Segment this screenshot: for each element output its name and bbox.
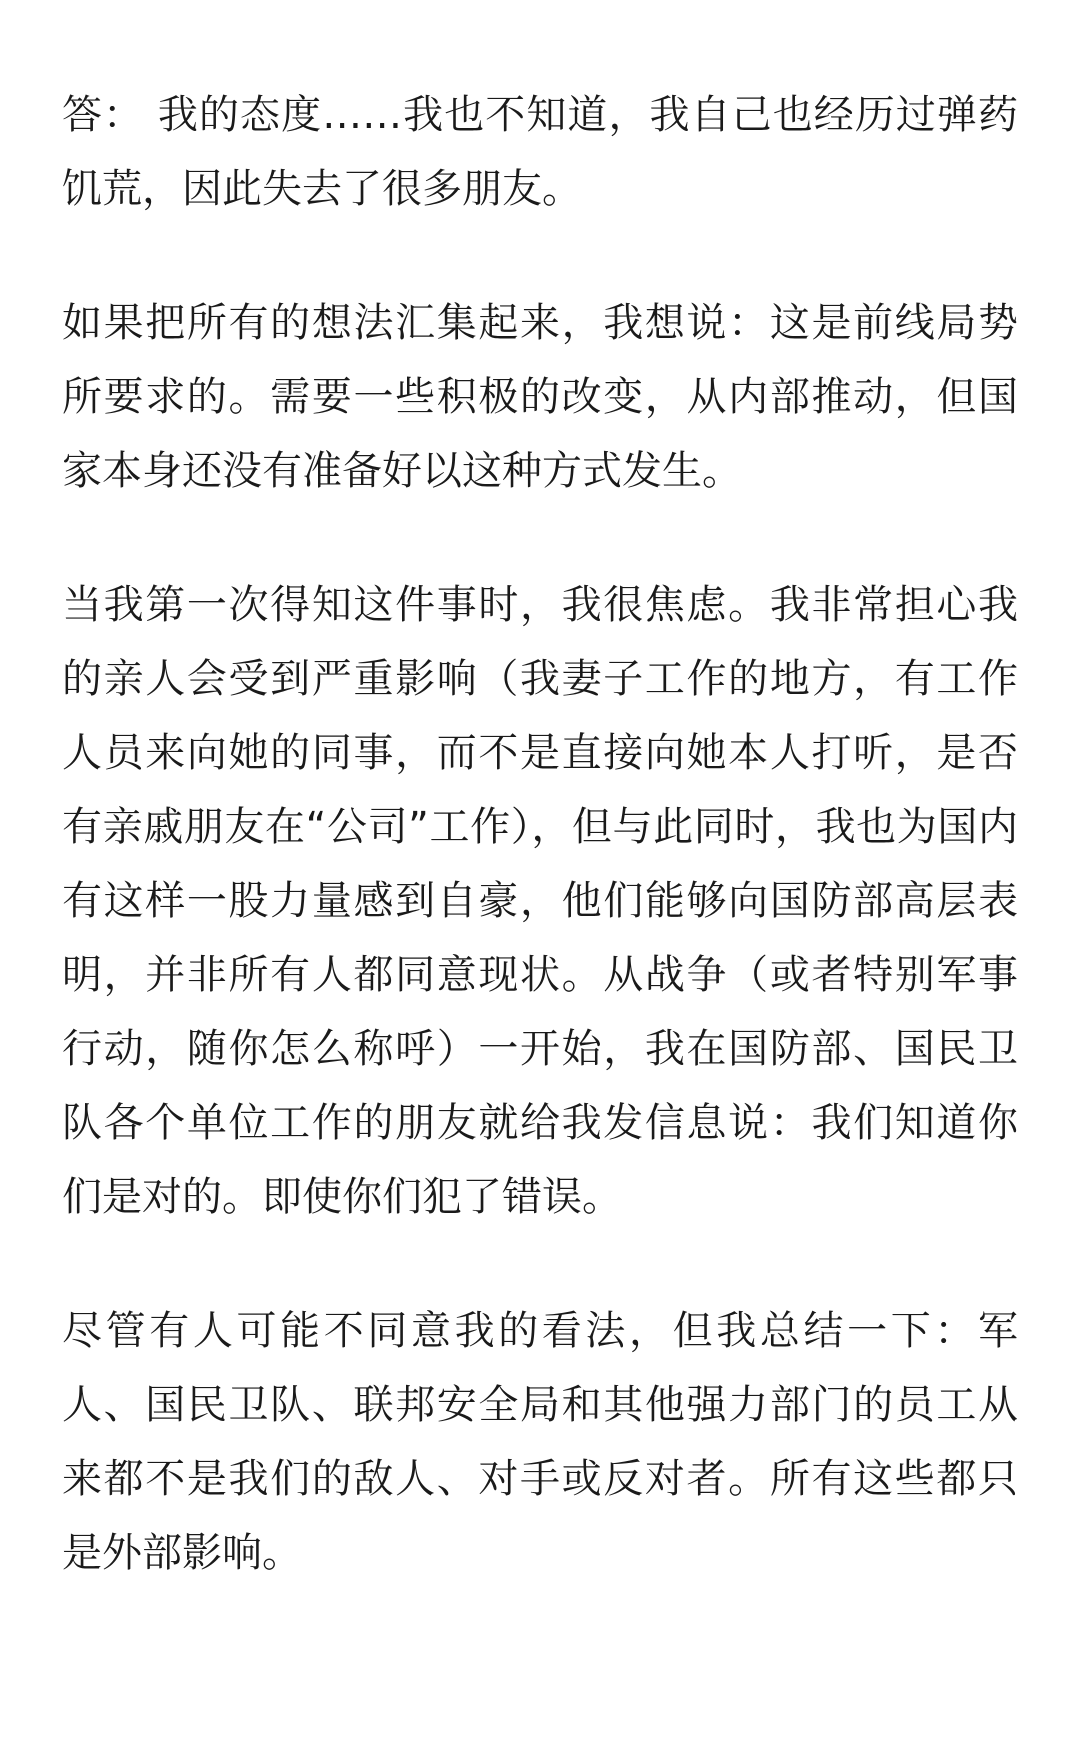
paragraph-answer-attitude: 答： 我的态度……我也不知道，我自己也经历过弹药饥荒，因此失去了很多朋友。 (62, 92, 1018, 212)
paragraph-first-learned: 当我第一次得知这件事时，我很焦虑。我非常担心我的亲人会受到严重影响（我妻子工作的地方，有工作人员来向她的同事，而不是直接向她本人打听，是否有亲戚朋友在“公司”工作），但与此同时，我也为国内有这样一股力量感到自豪，他们能够向国防部高层表明，并非所有人都同意现状。从战争（或者特别军事行动，随你怎么称呼）一开始，我在国防部、国民卫队各个单位工作的朋友就给我发信息说：我们知道你们是对的。即使你们犯了错误。 (62, 582, 1018, 1220)
paragraph-frontline-situation: 如果把所有的想法汇集起来，我想说：这是前线局势所要求的。需要一些积极的改变，从内部推动，但国家本身还没有准备好以这种方式发生。 (62, 300, 1018, 494)
paragraph-summary: 尽管有人可能不同意我的看法，但我总结一下：军人、国民卫队、联邦安全局和其他强力部门的员工从来都不是我们的敌人、对手或反对者。所有这些都只是外部影响。 (62, 1308, 1018, 1576)
